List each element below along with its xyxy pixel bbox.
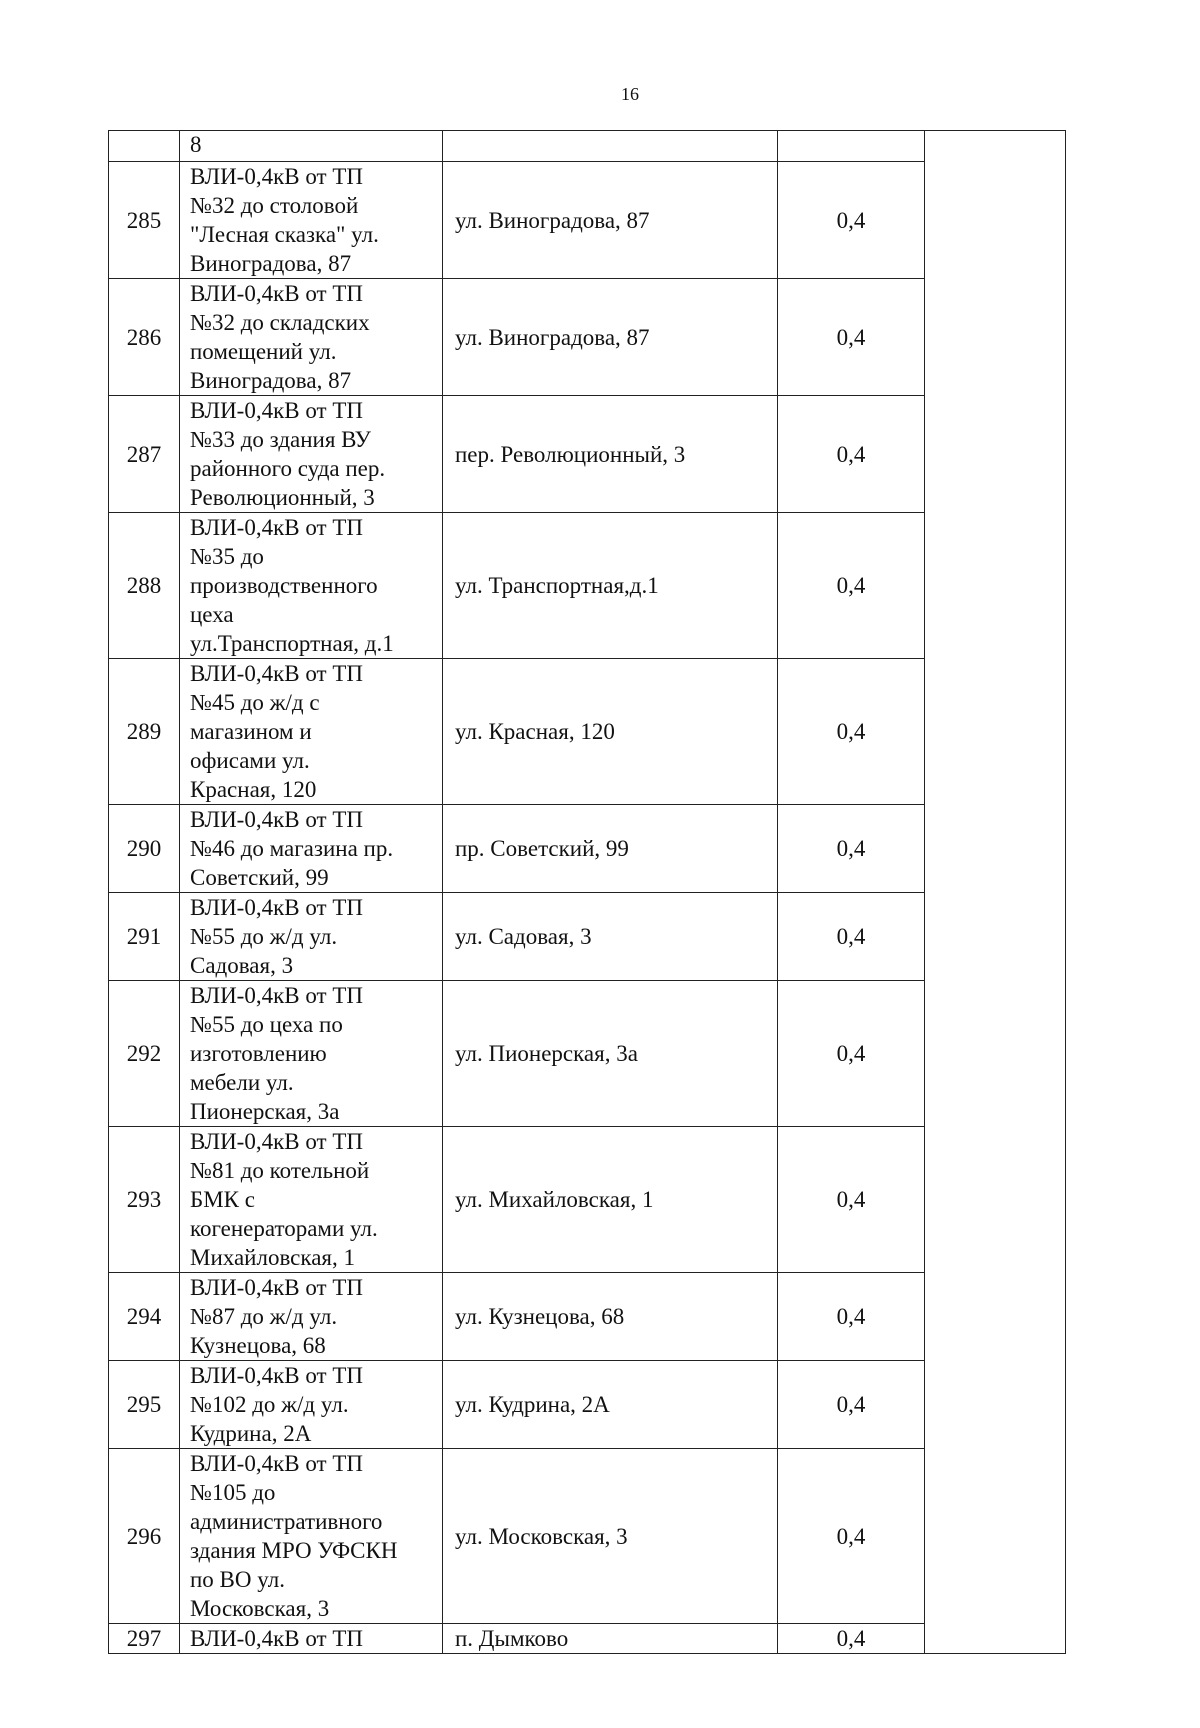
description-line: здания МРО УФСКН <box>190 1538 398 1563</box>
description-line: цеха <box>190 602 234 627</box>
description-line: №32 до складских <box>190 310 370 335</box>
description-line: Виноградова, 87 <box>190 251 352 276</box>
line-description <box>180 805 443 893</box>
description-line: ВЛИ-0,4кВ от ТП <box>190 983 364 1008</box>
description-line: ВЛИ-0,4кВ от ТП <box>190 281 364 306</box>
row-number: 296 <box>109 1449 180 1624</box>
line-description <box>180 396 443 513</box>
row-number: 290 <box>109 805 180 893</box>
table-row <box>109 279 1066 396</box>
address: п. Дымково <box>443 1624 778 1654</box>
address: ул. Виноградова, 87 <box>443 162 778 279</box>
description-line: изготовлению <box>190 1041 327 1066</box>
table-row <box>109 1449 1066 1624</box>
description-line: №55 до ж/д ул. <box>190 924 338 949</box>
objects-table <box>108 130 1066 1654</box>
description-line: когенераторами ул. <box>190 1216 378 1241</box>
description-line: Кузнецова, 68 <box>190 1333 326 1358</box>
table-row <box>109 1127 1066 1273</box>
line-description <box>180 1273 443 1361</box>
row-number: 287 <box>109 396 180 513</box>
column-number-row <box>109 131 1066 162</box>
header-cell-3 <box>443 131 778 162</box>
row-number: 292 <box>109 981 180 1127</box>
description-line: ВЛИ-0,4кВ от ТП <box>190 164 364 189</box>
address: ул. Московская, 3 <box>443 1449 778 1624</box>
description-line: ВЛИ-0,4кВ от ТП <box>190 398 364 423</box>
row-number: 286 <box>109 279 180 396</box>
line-description <box>180 1449 443 1624</box>
description-line: Московская, 3 <box>190 1596 330 1621</box>
description-line: "Лесная сказка" ул. <box>190 222 379 247</box>
line-description <box>180 981 443 1127</box>
description-line: офисами ул. <box>190 748 310 773</box>
line-description <box>180 659 443 805</box>
voltage-value: 0,4 <box>778 659 925 805</box>
line-description <box>180 1624 443 1654</box>
table-row <box>109 981 1066 1127</box>
row-number: 293 <box>109 1127 180 1273</box>
page-number: 16 <box>621 84 639 104</box>
description-line: ВЛИ-0,4кВ от ТП <box>190 1626 364 1651</box>
table-row <box>109 1361 1066 1449</box>
address: ул. Садовая, 3 <box>443 893 778 981</box>
description-line: ВЛИ-0,4кВ от ТП <box>190 661 364 686</box>
table-row <box>109 659 1066 805</box>
description-line: производственного <box>190 573 378 598</box>
voltage-value: 0,4 <box>778 162 925 279</box>
table-row <box>109 893 1066 981</box>
address: пр. Советский, 99 <box>443 805 778 893</box>
description-line: Кудрина, 2А <box>190 1421 312 1446</box>
table-row <box>109 513 1066 659</box>
voltage-value: 0,4 <box>778 396 925 513</box>
address: ул. Транспортная,д.1 <box>443 513 778 659</box>
row-number: 294 <box>109 1273 180 1361</box>
voltage-value: 0,4 <box>778 1361 925 1449</box>
line-description <box>180 893 443 981</box>
address: ул. Красная, 120 <box>443 659 778 805</box>
description-line: ВЛИ-0,4кВ от ТП <box>190 1129 364 1154</box>
voltage-value: 0,4 <box>778 1273 925 1361</box>
description-line: №105 до <box>190 1480 276 1505</box>
description-line: ВЛИ-0,4кВ от ТП <box>190 895 364 920</box>
description-line: административного <box>190 1509 383 1534</box>
table-row <box>109 396 1066 513</box>
description-line: ВЛИ-0,4кВ от ТП <box>190 807 364 832</box>
row-number: 288 <box>109 513 180 659</box>
header-cell-2: 8 <box>180 131 443 162</box>
row-number: 291 <box>109 893 180 981</box>
table-row <box>109 805 1066 893</box>
row-number: 295 <box>109 1361 180 1449</box>
description-line: №55 до цеха по <box>190 1012 343 1037</box>
table-row <box>109 162 1066 279</box>
description-line: ВЛИ-0,4кВ от ТП <box>190 1451 364 1476</box>
header-cell-1 <box>109 131 180 162</box>
line-description <box>180 162 443 279</box>
description-line: Красная, 120 <box>190 777 317 802</box>
description-line: ВЛИ-0,4кВ от ТП <box>190 1363 364 1388</box>
voltage-value: 0,4 <box>778 805 925 893</box>
description-line: №87 до ж/д ул. <box>190 1304 338 1329</box>
description-line: помещений ул. <box>190 339 337 364</box>
row-number: 297 <box>109 1624 180 1654</box>
voltage-value: 0,4 <box>778 1127 925 1273</box>
voltage-value: 0,4 <box>778 1624 925 1654</box>
table-row <box>109 1273 1066 1361</box>
description-line: районного суда пер. <box>190 456 386 481</box>
line-description <box>180 279 443 396</box>
row-number: 285 <box>109 162 180 279</box>
voltage-value: 0,4 <box>778 893 925 981</box>
description-line: Михайловская, 1 <box>190 1245 355 1270</box>
line-description <box>180 1361 443 1449</box>
extra-column <box>925 131 1066 1654</box>
voltage-value: 0,4 <box>778 981 925 1127</box>
description-line: БМК с <box>190 1187 255 1212</box>
description-line: Революционный, 3 <box>190 485 375 510</box>
line-description <box>180 513 443 659</box>
line-description <box>180 1127 443 1273</box>
table-row <box>109 1624 1066 1654</box>
description-line: Пионерская, 3а <box>190 1099 340 1124</box>
address: ул. Кудрина, 2А <box>443 1361 778 1449</box>
description-line: №33 до здания ВУ <box>190 427 371 452</box>
description-line: ВЛИ-0,4кВ от ТП <box>190 515 364 540</box>
description-line: №81 до котельной <box>190 1158 370 1183</box>
description-line: Советский, 99 <box>190 865 329 890</box>
voltage-value: 0,4 <box>778 1449 925 1624</box>
description-line: по ВО ул. <box>190 1567 285 1592</box>
description-line: №102 до ж/д ул. <box>190 1392 349 1417</box>
row-number: 289 <box>109 659 180 805</box>
description-line: №35 до <box>190 544 264 569</box>
description-line: ВЛИ-0,4кВ от ТП <box>190 1275 364 1300</box>
address: ул. Виноградова, 87 <box>443 279 778 396</box>
description-line: №32 до столовой <box>190 193 359 218</box>
description-line: мебели ул. <box>190 1070 294 1095</box>
description-line: №45 до ж/д с <box>190 690 320 715</box>
voltage-value: 0,4 <box>778 279 925 396</box>
address: ул. Кузнецова, 68 <box>443 1273 778 1361</box>
header-cell-4 <box>778 131 925 162</box>
address: пер. Революционный, 3 <box>443 396 778 513</box>
address: ул. Пионерская, 3а <box>443 981 778 1127</box>
description-line: Садовая, 3 <box>190 953 294 978</box>
address: ул. Михайловская, 1 <box>443 1127 778 1273</box>
description-line: ул.Транспортная, д.1 <box>190 631 394 656</box>
table-body <box>109 131 1066 1654</box>
description-line: Виноградова, 87 <box>190 368 352 393</box>
description-line: магазином и <box>190 719 312 744</box>
description-line: №46 до магазина пр. <box>190 836 394 861</box>
voltage-value: 0,4 <box>778 513 925 659</box>
